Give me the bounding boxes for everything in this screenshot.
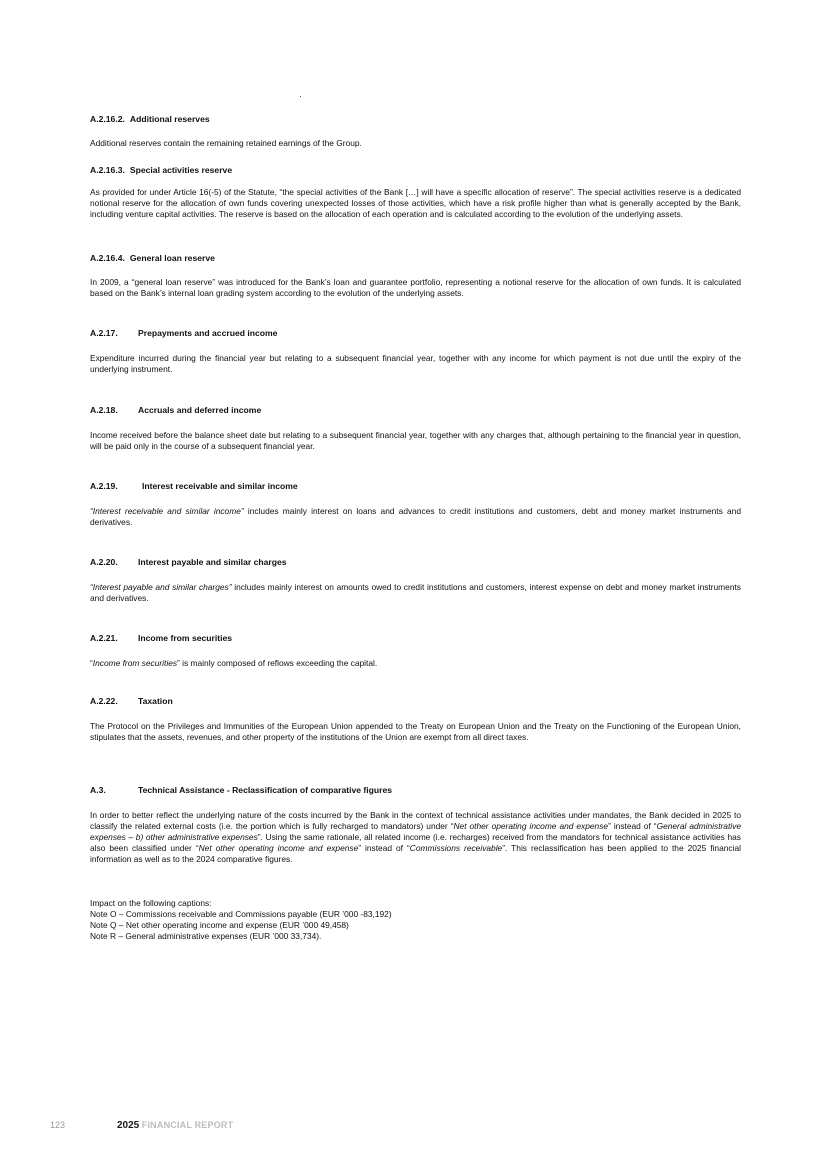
heading-additional-reserves: A.2.16.2. Additional reserves xyxy=(90,114,210,124)
heading-interest-receivable: A.2.19. Interest receivable and similar income xyxy=(90,481,298,491)
page-number: 123 xyxy=(50,1120,66,1130)
heading-taxation: A.2.22. Taxation xyxy=(90,696,173,706)
paragraph-interest-payable: “Interest payable and similar charges” includes mainly interest on amounts owed to credit institutions and customers, interest expense on debt and money market instruments and derivatives. xyxy=(90,582,741,603)
heading-prepayments: A.2.17. Prepayments and accrued income xyxy=(90,328,278,338)
paragraph-interest-receivable: “Interest receivable and similar income” includes mainly interest on loans and advances to credit institutions and customers, debt and money market instruments and derivatives. xyxy=(90,506,741,527)
paragraph-accruals: Income received before the balance sheet date but relating to a subsequent financial year, together with any charges that, although pertaining to the financial year in question, will be paid only in the course of a subsequent financial year. xyxy=(90,430,741,451)
paragraph-special-activities-reserve: As provided for under Article 16(-5) of the Statute, “the special activities of the Bank […] will have a specific allocation of reserve”. The special activities reserve is a dedicated notional reserve for the allocation of own funds covering unexpected losses of those activities, which have a risk profile higher than what is generally accepted by the Bank, including venture capital activities. The reserve is based on the allocation of each operation and is calculated according to the evolution of the underlying assets. xyxy=(90,187,741,219)
stray-dot xyxy=(300,96,301,97)
paragraph-general-loan-reserve: In 2009, a “general loan reserve” was introduced for the Bank’s loan and guarantee portfolio, representing a notional reserve for the allocation of own funds. It is calculated based on the Bank’s internal loan grading system according to the evolution of the underlying assets. xyxy=(90,277,741,298)
paragraph-prepayments: Expenditure incurred during the financial year but relating to a subsequent financial year, together with any income for which payment is not due until the expiry of the underlying instrument. xyxy=(90,353,741,374)
impact-item: Note R – General administrative expenses (EUR ’000 33,734). xyxy=(90,931,322,941)
paragraph-income-from-securities: “Income from securities” is mainly composed of reflows exceeding the capital. xyxy=(90,658,378,668)
report-name: FINANCIAL REPORT xyxy=(141,1120,234,1130)
impact-item: Note O – Commissions receivable and Commissions payable (EUR ’000 -83,192) xyxy=(90,909,392,919)
paragraph-taxation: The Protocol on the Privileges and Immunities of the European Union appended to the Treaty on European Union and the Treaty on the Functioning of the European Union, stipulates that the assets, revenues, and other property of the institutions of the Union are exempt from all direct taxes. xyxy=(90,721,741,742)
impact-list xyxy=(90,898,741,942)
heading-interest-payable: A.2.20. Interest payable and similar charges xyxy=(90,557,287,567)
heading-special-activities-reserve: A.2.16.3. Special activities reserve xyxy=(90,165,233,175)
heading-income-from-securities: A.2.21. Income from securities xyxy=(90,633,233,643)
heading-technical-assistance: A.3. Technical Assistance - Reclassification of comparative figures xyxy=(90,785,393,795)
paragraph-technical-assistance: In order to better reflect the underlying nature of the costs incurred by the Bank in the context of technical assistance activities under mandates, the Bank decided in 2025 to classify the related external costs (i.e. the portion which is fully recharged to mandators) under “Net other operating income and expense” instead of “General administrative expenses – b) other administrative expenses”. Using the same rationale, all related income (i.e. recharges) received from the mandators for technical assistance activities has also been classified under “Net other operating income and expense” instead of “Commissions receivable”. This reclassification has been applied to the 2025 financial information as well as to the 2024 comparative figures. xyxy=(90,810,741,864)
paragraph-additional-reserves: Additional reserves contain the remaining retained earnings of the Group. xyxy=(90,138,362,148)
heading-accruals: A.2.18. Accruals and deferred income xyxy=(90,405,262,415)
impact-item: Note Q – Net other operating income and expense (EUR ’000 49,458) xyxy=(90,920,349,930)
page-footer xyxy=(50,1120,233,1131)
report-year: 2025 xyxy=(117,1120,140,1131)
impact-title: Impact on the following captions: xyxy=(90,898,212,908)
heading-general-loan-reserve: A.2.16.4. General loan reserve xyxy=(90,253,215,263)
